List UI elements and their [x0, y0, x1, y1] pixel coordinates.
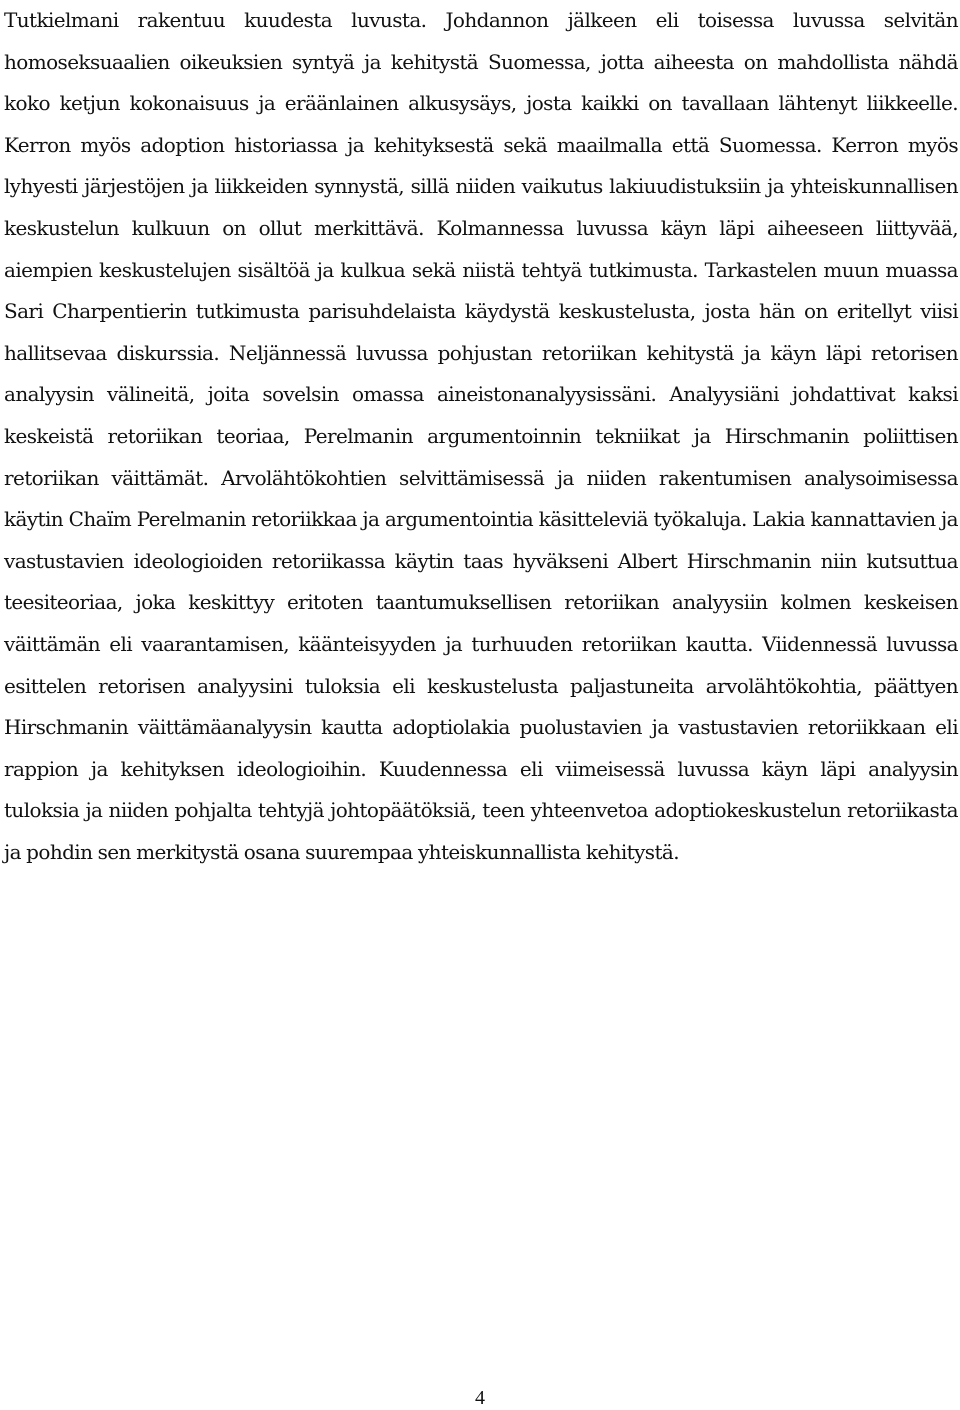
- page-number: 4: [475, 1387, 485, 1409]
- body-paragraph: Tutkielmani rakentuu kuudesta luvusta. Johdannon jälkeen eli toisessa luvussa selvitän homoseksuaalien oikeuksien syntyä ja kehitystä Suomessa, jotta aiheesta on mahdollista nähdä koko ketjun kokonaisuus ja eräänlainen alkusysäys, josta kaikki on tavallaan lähtenyt liikkeelle. Kerron myös adoption historiassa ja kehityksestä sekä maailmalla että Suomessa. Kerron myös lyhyesti järjestöjen ja liikkeiden synnystä, sillä niiden vaikutus lakiuudistuksiin ja yhteiskunnallisen keskustelun kulkuun on ollut merkittävä. Kolmannessa luvussa käyn läpi aiheeseen liittyvää, aiempien keskustelujen sisältöä ja kulkua sekä niistä tehtyä tutkimusta. Tarkastelen muun muassa Sari Charpentierin tutkimusta parisuhdelaista käydystä keskustelusta, josta hän on eritellyt viisi hallitsevaa diskurssia. Neljännessä luvussa pohjustan retoriikan kehitystä ja käyn läpi retorisen analyysin välineitä, joita sovelsin omassa aineistonanalyysissäni. Analyysiäni johdattivat kaksi keskeistä retoriikan teoriaa, Perelmanin argumentoinnin tekniikat ja Hirschmanin poliittisen retoriikan väittämät. Arvolähtökohtien selvittämisessä ja niiden rakentumisen analysoimisessa käytin Chaïm Perelmanin retoriikkaa ja argumentointia käsitteleviä työkaluja. Lakia kannattavien ja vastustavien ideologioiden retoriikassa käytin taas hyväkseni Albert Hirschmanin niin kutsuttua teesiteoriaa, joka keskittyy eritoten taantumuksellisen retoriikan analyysiin kolmen keskeisen väittämän eli vaarantamisen, käänteisyyden ja turhuuden retoriikan kautta. Viidennessä luvussa esittelen retorisen analyysini tuloksia eli keskustelusta paljastuneita arvolähtökohtia, päättyen Hirschmanin väittämäanalyysin kautta adoptiolakia puolustavien ja vastustavien retoriikkaan eli rappion ja kehityksen ideologioihin. Kuudennessa eli viimeisessä luvussa käyn läpi analyysin tuloksia ja niiden pohjalta tehtyjä johtopäätöksiä, teen yhteenvetoa adoptiokeskustelun retoriikasta ja pohdin sen merkitystä osana suurempaa yhteiskunnallista kehitystä.: [4, 8, 958, 864]
